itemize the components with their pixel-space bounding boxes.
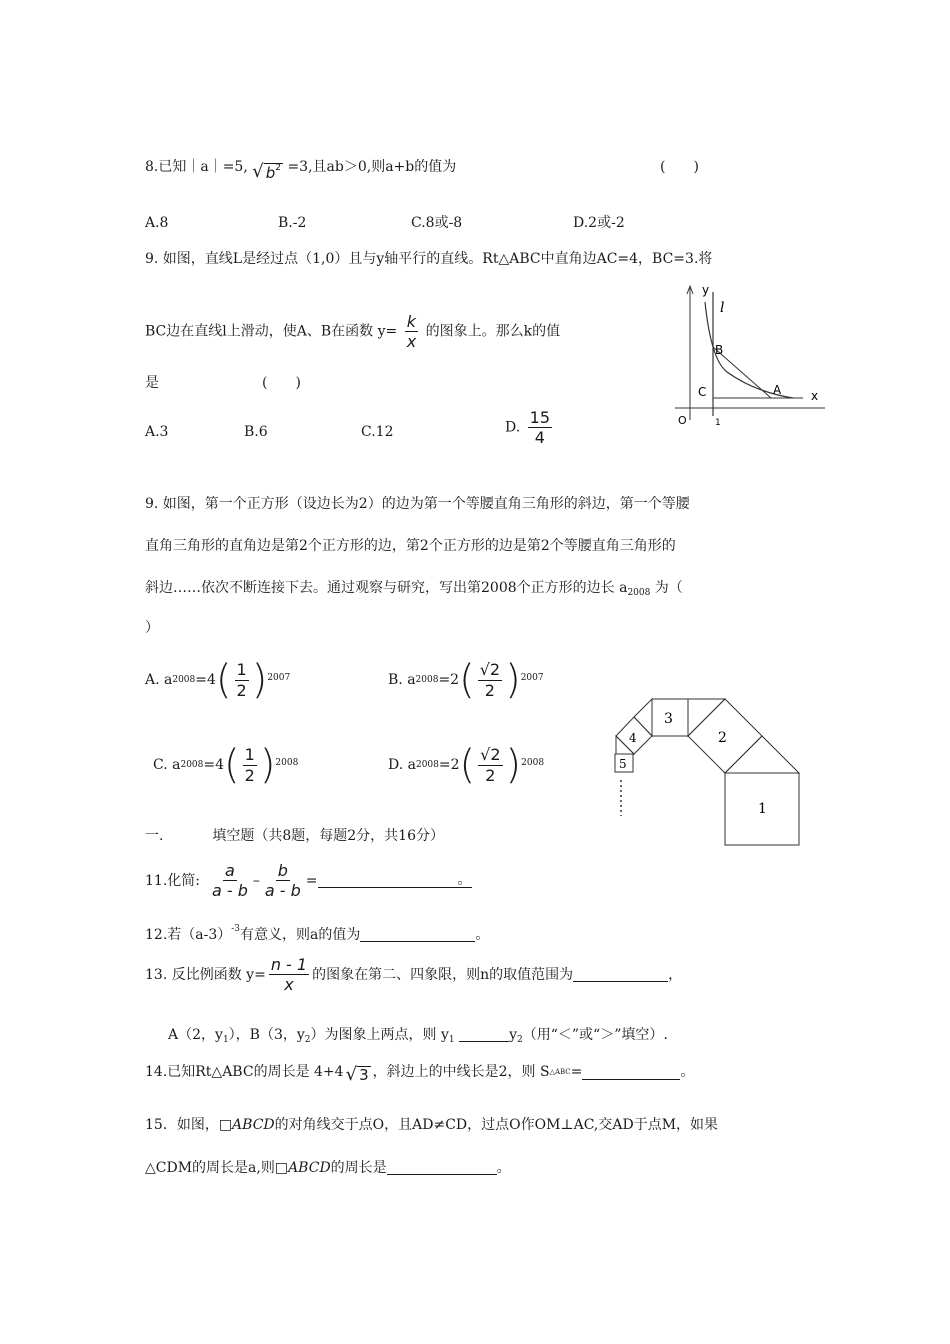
q14-end: 。 [680,1064,695,1080]
hyperbola-figure [675,280,835,430]
square-3-label: 3 [664,711,673,727]
q8-suffix: =3,且ab＞0,则a+b的值为 [287,159,457,175]
fig-label-one: 1 [715,418,721,428]
q9a-fraction [405,312,418,351]
q12-sup: -3 [231,924,241,934]
q13-line2-e: （用“＜”或“＞”填空）. [522,1027,668,1043]
q13-frac-num: n - 1 [270,955,308,974]
q9a-option-d-label: D. [505,419,521,436]
q9a-paren: ( ) [262,375,301,391]
q13-suffix: 的图象在第二、四象限，则n的取值范围为 [312,966,574,983]
q14-prefix: 14.已知Rt△ABC的周长是 4+4 [145,1064,344,1080]
q9a-line2 [145,312,560,351]
q9b-line3-sub: 2008 [627,588,651,598]
q13-line2 [168,1027,668,1045]
q13-line2-d: y [509,1027,517,1043]
q8-sqrt: √ $b^2$ [252,161,281,182]
q13-sub4: 2 [516,1035,523,1045]
q9b-optc-num: 1 [244,745,255,765]
q9b-optd-eq: =2 [438,757,460,773]
fig-label-l: l [720,300,725,316]
q9b-optb-sub: 2008 [415,674,439,685]
q8-option-c: C.8或-8 [411,215,463,231]
q11-f1-den: a - b [211,881,248,901]
q9b-optd-exp: 2008 [521,758,545,768]
q13-sub2: 2 [304,1035,311,1045]
q9b-opta-exp: 2007 [267,673,291,683]
q9b-line3-end: 为（ [650,580,683,596]
q15-line1-a: 15．如图， [145,1117,219,1133]
q9b-optc-den: 2 [244,765,255,785]
q9b-optd-num: 2 [490,745,501,765]
q11-frac1 [210,861,250,900]
q8-prefix: 8.已知｜a｜=5, [145,159,248,175]
q8-stem [145,160,456,182]
q15-line1-b: 的对角线交于点O，且AD≠CD，过点O作OM⊥AC,交AD于点M，如果 [274,1117,719,1133]
q15-end: 。 [496,1160,511,1176]
q11-f2-den: a - b [264,881,301,901]
q9a-line2-prefix: BC边在直线l上滑动，使A、B在函数 y= [145,323,398,340]
q9a-option-a: A.3 [145,424,169,440]
square-1-label: 1 [758,801,767,817]
q13-answer-blank-1[interactable] [573,967,668,982]
q9b-optb-label: B. a [388,672,416,688]
q14-answer-blank[interactable] [582,1065,680,1080]
q9b-line4: ） [145,620,159,636]
q9a-option-d-frac [528,408,552,447]
q14-sub: △ABC [549,1067,571,1076]
fig-label-a: A [773,383,782,397]
triangle-1 [725,736,799,773]
q15-answer-blank[interactable] [387,1160,497,1175]
q11-end: 。 [457,872,472,889]
q11-answer-blank[interactable] [318,873,458,888]
q15-line2-b: 的周长是 [330,1160,387,1176]
triangle-3 [634,699,652,736]
q9b-option-d [388,742,545,788]
q11-stem [145,861,472,900]
q9b-optd-label: D. a [388,757,416,773]
q9a-line1: 9. 如图，直线L是经过点（1,0）且与y轴平行的直线。Rt△ABC中直角边AC=4，BC=3.将 [145,251,713,267]
q9a-frac-den: x [406,332,417,352]
q9b-optc-label: C. a [153,757,181,773]
q8-paren: ( ) [660,159,699,175]
q15-abcd: □ABCD [218,1117,275,1133]
q9b-optb-paren: ( $\frac{√2}{2}$ ) [459,657,521,703]
q11-minus: – [252,872,260,889]
q12-answer-blank[interactable] [360,927,475,942]
q9b-opta-paren: ( $\frac{1}{2}$ ) [215,657,268,703]
q9b-option-b [388,657,544,703]
q13-stem [145,955,682,994]
q14-stem [145,1060,694,1084]
q11-f1-num: a [225,861,235,880]
q9b-opta-num: 1 [236,660,247,680]
q9b-opta-den: 2 [236,680,247,700]
q13-sub1: 1 [222,1035,229,1045]
q8-option-b: B.-2 [278,215,307,231]
q11-frac2 [263,861,303,900]
q9b-optc-exp: 2008 [275,758,299,768]
q8-option-d: D.2或-2 [573,215,625,231]
fig-label-b: B [715,343,724,357]
q12-text: 12.若（a-3） [145,927,232,943]
q13-sub3: 1 [448,1035,455,1045]
square-2-label: 2 [718,730,727,746]
square-5-label: 5 [619,757,627,771]
q9b-line3-text: 斜边……依次不断连接下去。通过观察与研究，写出第2008个正方形的边长 a [145,580,628,596]
q9b-opta-label: A. a [145,672,173,688]
q9b-optd-sub: 2008 [415,759,439,770]
q9b-optc-sub: 2008 [180,759,204,770]
q8-sqrt-exp: 2 [275,163,281,173]
q13-answer-blank-2[interactable] [459,1027,509,1042]
squares-figure [610,698,810,848]
q9b-line2: 直角三角形的直角边是第2个正方形的边，第2个正方形的边是第2个等腰直角三角形的 [145,538,676,554]
q9a-option-d [505,408,555,447]
square-4-label: 4 [629,731,637,745]
q9b-optc-eq: =4 [203,757,225,773]
q14-suffix: ，斜边上的中线长是2，则 S [372,1064,550,1080]
q15-line1 [145,1118,718,1132]
q9a-optd-den: 4 [534,428,545,448]
q13-prefix: 13. 反比例函数 y= [145,966,266,983]
q9a-option-b: B.6 [244,424,268,440]
fig-label-x: x [811,389,819,403]
q9b-line1: 9. 如图，第一个正方形（设边长为2）的边为第一个等腰直角三角形的斜边，第一个等腰 [145,496,690,512]
q9b-opta-eq: =4 [195,672,216,688]
q8-option-a: A.8 [145,215,169,231]
q8-sqrt-base: b [265,164,276,182]
q13-line2-c: ）为图象上两点，则 y [310,1027,449,1043]
q14-sqrt: √ 3 [345,1064,369,1085]
q9a-option-c: C.12 [361,424,394,440]
fig-label-o: O [678,414,687,427]
q9b-optd-den: 2 [485,765,496,785]
q11-eq: = [305,872,318,889]
q15-line2 [145,1160,511,1175]
q9b-option-a [145,657,291,703]
fig-label-y: y [702,283,710,297]
q12-end: 。 [475,927,490,943]
q11-f2-num: b [277,861,288,880]
q13-frac [269,955,309,994]
q9b-opta-sub: 2008 [172,674,196,685]
q13-line2-b: ），B（3，y [228,1027,305,1043]
q9b-optb-exp: 2007 [520,673,544,683]
q9b-optb-den: 2 [484,680,495,700]
q13-line2-a: A（2，y [168,1027,223,1043]
q9b-line3 [145,581,683,598]
q12-stem [145,925,489,942]
q15-abcd-2: □ABCD [274,1160,331,1176]
q9b-optc-paren: ( $\frac{1}{2}$ ) [224,742,276,788]
q13-frac-den: x [284,975,294,995]
q9a-optd-num: 15 [529,408,550,427]
q9b-optb-num: 2 [489,660,501,680]
fig-label-c: C [698,385,707,399]
section-title: 填空题（共8题，每题2分，共16分） [212,828,444,844]
q15-line2-a: △CDM的周长是a,则 [145,1160,275,1176]
q13-end: ， [668,966,683,983]
q9b-option-c [153,742,299,788]
q9b-optb-eq: =2 [438,672,460,688]
q9a-line3: 是 [145,375,159,391]
q11-prefix: 11.化简: [145,872,200,889]
q9a-frac-num: k [406,312,417,331]
q12-text2: 有意义，则a的值为 [240,927,361,943]
q9a-line2-suffix: 的图象上。那么k的值 [425,323,561,340]
section-num: 一. [145,828,164,844]
section-heading [145,829,444,843]
q14-eq: = [570,1064,583,1080]
q9b-optd-paren: ( $\frac{√2}{2}$ ) [459,742,522,788]
q14-sqrt-value: 3 [359,1066,369,1084]
